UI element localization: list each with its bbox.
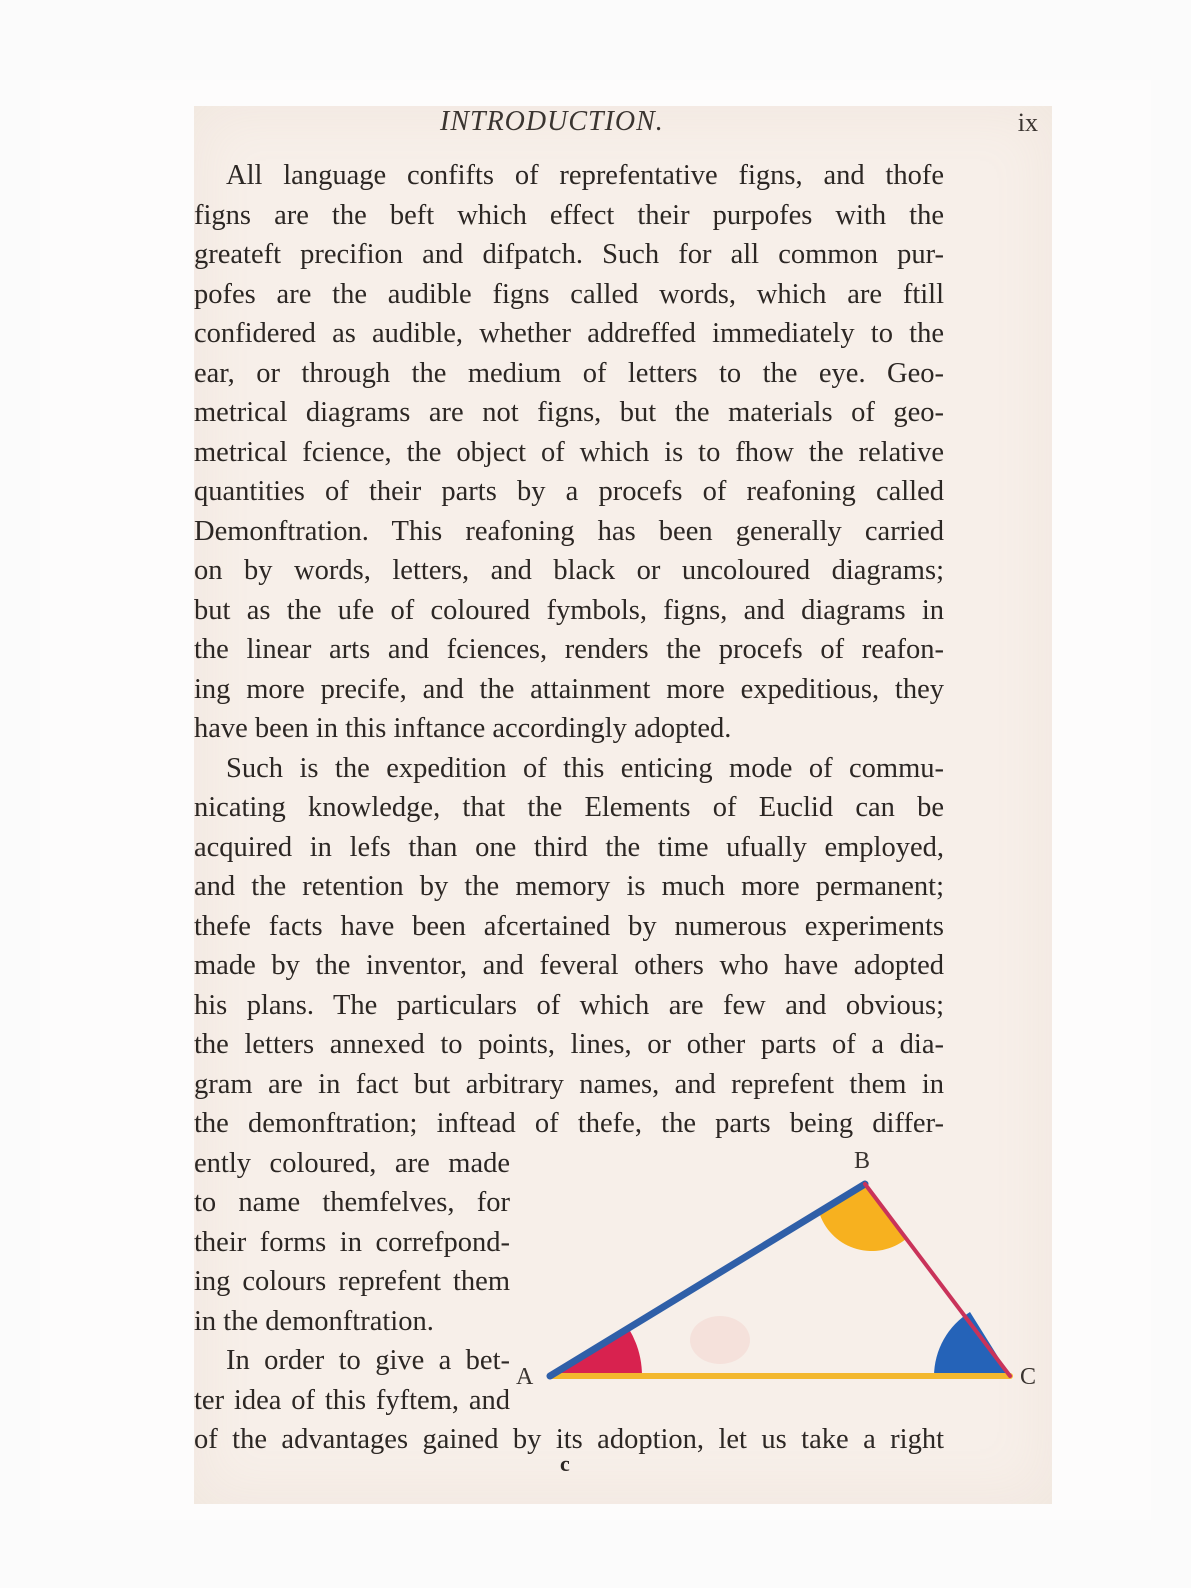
text-line: on by words, letters, and black or uncoloured diagrams; bbox=[194, 555, 944, 586]
text-line: ing colours reprefent them bbox=[194, 1266, 510, 1297]
text-line: metrical diagrams are not figns, but the materials of geo- bbox=[194, 397, 944, 428]
angle-b-sector bbox=[820, 1184, 906, 1251]
running-head bbox=[194, 106, 1052, 156]
text-line: but as the ufe of coloured fymbols, figns, and diagrams in bbox=[194, 594, 944, 626]
text-line: ter idea of this fyftem, and bbox=[194, 1384, 510, 1416]
text-line: the linear arts and fciences, renders the procefs of reafon- bbox=[194, 634, 944, 665]
text-line: In order to give a bet- bbox=[226, 1345, 510, 1376]
text-line: their forms in correfpond- bbox=[194, 1226, 510, 1258]
vertex-label-a: A bbox=[516, 1364, 534, 1390]
text-line: in the demonftration. bbox=[194, 1305, 434, 1337]
text-line: figns are the beft which effect their purpofes with the bbox=[194, 199, 944, 231]
text-line: and the retention by the memory is much more permanent; bbox=[194, 871, 944, 902]
text-line: quantities of their parts by a procefs of reafoning called bbox=[194, 476, 944, 507]
text-line: ear, or through the medium of letters to the eye. Geo- bbox=[194, 357, 944, 389]
text-line: the letters annexed to points, lines, or other parts of a dia- bbox=[194, 1029, 944, 1060]
text-line: have been in this inftance accordingly adopted. bbox=[194, 713, 732, 744]
paper-stain bbox=[690, 1316, 750, 1364]
vertex-label-c: C bbox=[1020, 1364, 1037, 1390]
text-line: Demonftration. This reafoning has been generally carried bbox=[194, 515, 944, 547]
signature-mark: c bbox=[560, 1451, 570, 1476]
text-line: the demonftration; inftead of thefe, the parts being differ- bbox=[194, 1108, 944, 1139]
text-line: All language confifts of reprefentative figns, and thofe bbox=[226, 160, 944, 191]
text-line: confidered as audible, whether addreffed immediately to the bbox=[194, 318, 944, 349]
triangle-diagram bbox=[516, 1136, 1052, 1436]
text-line: made by the inventor, and feveral others who have adopted bbox=[194, 950, 944, 981]
text-line: metrical fcience, the object of which is to fhow the relative bbox=[194, 436, 944, 468]
text-line: acquired in lefs than one third the time ufually employed, bbox=[194, 831, 944, 863]
text-line: his plans. The particulars of which are few and obvious; bbox=[194, 989, 944, 1021]
page-number: ix bbox=[1017, 108, 1038, 137]
text-line: thefe facts have been afcertained by numerous experiments bbox=[194, 910, 944, 942]
text-line: to name themfelves, for bbox=[194, 1187, 510, 1218]
text-line: pofes are the audible figns called words, which are ftill bbox=[194, 278, 944, 310]
side-bc bbox=[865, 1184, 1010, 1376]
book-page bbox=[194, 106, 1052, 1504]
text-line: ing more precife, and the attainment more expeditious, they bbox=[194, 673, 944, 705]
text-line: of the advantages gained by its adoption, let us take a right bbox=[194, 1424, 944, 1455]
angle-c-sector bbox=[934, 1312, 1010, 1376]
text-line: ently coloured, are made bbox=[194, 1147, 510, 1179]
running-head-title: INTRODUCTION. bbox=[440, 106, 664, 137]
text-line: gram are in fact but arbitrary names, and reprefent them in bbox=[194, 1068, 944, 1100]
text-line: greateft precifion and difpatch. Such for all common pur- bbox=[194, 239, 944, 270]
text-line: nicating knowledge, that the Elements of Euclid can be bbox=[194, 792, 944, 823]
vertex-label-b: B bbox=[854, 1148, 871, 1174]
text-line: Such is the expedition of this enticing mode of commu- bbox=[226, 752, 944, 784]
